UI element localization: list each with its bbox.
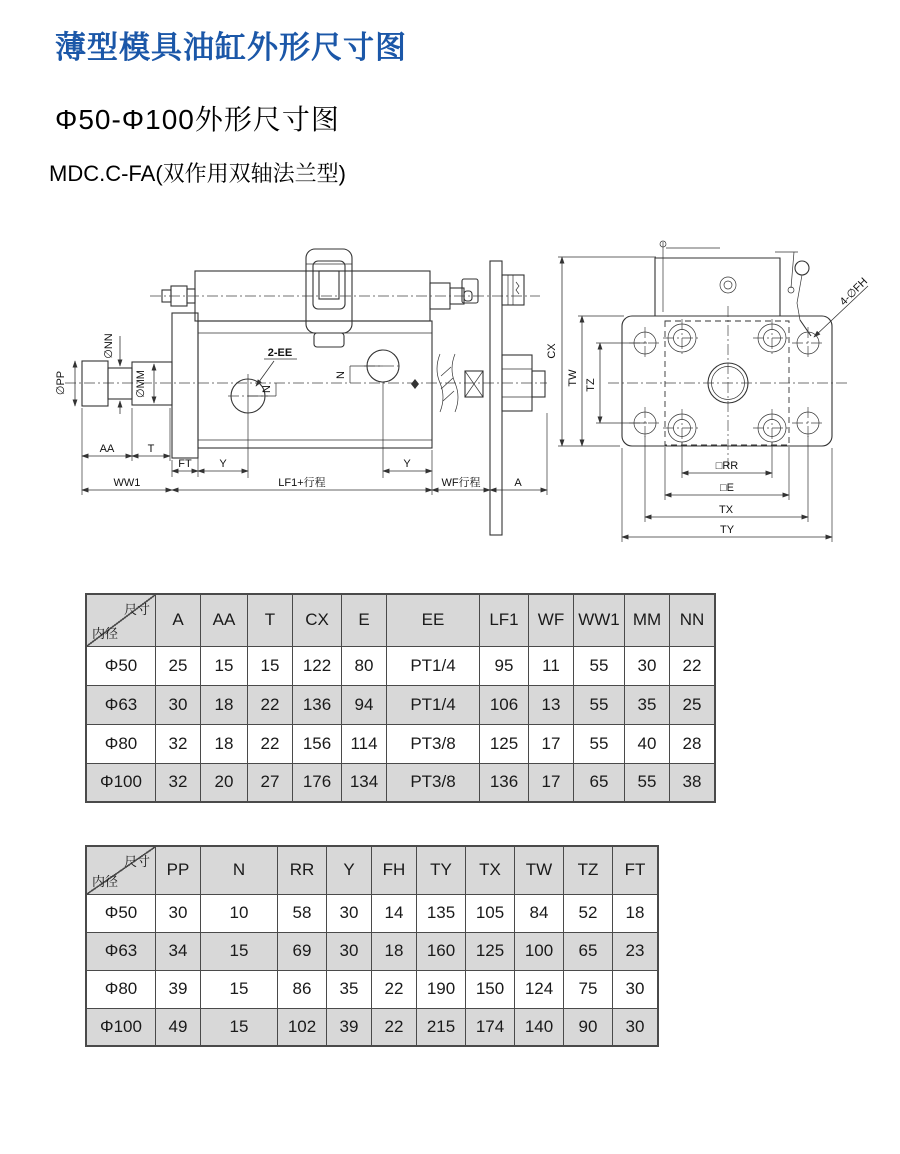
dimension-table-2 [85,845,659,1047]
column-header: CX [293,594,342,646]
column-header: T [248,594,293,646]
column-header: TY [417,846,466,894]
value-cell: 114 [342,724,387,763]
value-cell: 30 [327,932,372,970]
dim-label-rr: □RR [715,460,739,472]
column-header: EE [387,594,480,646]
bore-cell: Φ100 [86,1008,156,1046]
value-cell: 18 [372,932,417,970]
bore-cell: Φ63 [86,685,156,724]
column-header: A [156,594,201,646]
value-cell: 35 [327,970,372,1008]
table-row [86,932,658,970]
value-cell: 17 [529,763,574,802]
value-cell: 69 [278,932,327,970]
value-cell: PT3/8 [387,724,480,763]
value-cell: 122 [293,646,342,685]
dim-label-y2: Y [403,458,411,470]
column-header: RR [278,846,327,894]
value-cell: 106 [480,685,529,724]
value-cell: 190 [417,970,466,1008]
column-header: Y [327,846,372,894]
dim-label-ft: FT [178,458,192,470]
size-range-subtitle: Φ50-Φ100外形尺寸图 [55,104,340,135]
corner-label-size: 尺寸 [123,602,150,617]
value-cell: 10 [201,894,278,932]
value-cell: 174 [466,1008,515,1046]
value-cell: 58 [278,894,327,932]
value-cell: 156 [293,724,342,763]
corner-label-bore: 内径 [92,625,119,641]
value-cell: 25 [156,646,201,685]
value-cell: 15 [248,646,293,685]
value-cell: 134 [342,763,387,802]
dim-label-e: □E [720,482,734,494]
value-cell: 18 [613,894,659,932]
value-cell: 22 [248,685,293,724]
column-header: TX [466,846,515,894]
value-cell: 100 [515,932,564,970]
dim-label-lf1: LF1+行程 [278,477,326,489]
column-header: E [342,594,387,646]
table-row [86,724,715,763]
value-cell: 39 [327,1008,372,1046]
hole-label-fh: 4-∅FH [837,275,871,309]
dim-label-wf: WF行程 [441,477,481,489]
side-view [55,249,547,535]
value-cell: 125 [466,932,515,970]
table-row [86,970,658,1008]
value-cell: PT3/8 [387,763,480,802]
value-cell: 32 [156,724,201,763]
value-cell: 18 [201,685,248,724]
dim-label-aa: AA [99,443,115,455]
value-cell: 150 [466,970,515,1008]
value-cell: 160 [417,932,466,970]
dim-label-n-left: N [261,385,273,393]
value-cell: 140 [515,1008,564,1046]
value-cell: 94 [342,685,387,724]
table-row [86,1008,658,1046]
dim-label-pp: ∅PP [55,370,67,396]
bore-cell: Φ80 [86,970,156,1008]
table-row [86,763,715,802]
technical-drawing-svg [50,228,890,558]
value-cell: 30 [327,894,372,932]
port-label-ee: 2-EE [267,347,293,359]
value-cell: 38 [670,763,716,802]
dim-label-ww1: WW1 [113,477,141,489]
bore-cell: Φ50 [86,894,156,932]
value-cell: 14 [372,894,417,932]
corner-label-bore: 内径 [92,873,119,889]
value-cell: 105 [466,894,515,932]
column-header: TZ [564,846,613,894]
value-cell: PT1/4 [387,685,480,724]
table-row [86,894,658,932]
value-cell: 30 [156,894,201,932]
column-header: LF1 [480,594,529,646]
dim-label-nn: ∅NN [103,333,115,359]
value-cell: 18 [201,724,248,763]
value-cell: 86 [278,970,327,1008]
column-header: NN [670,594,716,646]
dimension-drawings [50,228,890,558]
value-cell: 15 [201,970,278,1008]
value-cell: 75 [564,970,613,1008]
value-cell: 102 [278,1008,327,1046]
table-corner-cell [86,846,156,894]
value-cell: 95 [480,646,529,685]
value-cell: 23 [613,932,659,970]
page-title: 薄型模具油缸外形尺寸图 [55,30,407,65]
bore-cell: Φ80 [86,724,156,763]
value-cell: 176 [293,763,342,802]
value-cell: 55 [625,763,670,802]
value-cell: 55 [574,646,625,685]
value-cell: 20 [201,763,248,802]
bore-cell: Φ63 [86,932,156,970]
value-cell: 136 [293,685,342,724]
column-header: N [201,846,278,894]
value-cell: 34 [156,932,201,970]
column-header: MM [625,594,670,646]
dim-label-ty: TY [719,524,735,536]
column-header: WW1 [574,594,625,646]
value-cell: 30 [625,646,670,685]
value-cell: 27 [248,763,293,802]
corner-label-size: 尺寸 [123,854,150,869]
column-header: AA [201,594,248,646]
value-cell: 52 [564,894,613,932]
value-cell: 30 [156,685,201,724]
value-cell: 11 [529,646,574,685]
value-cell: 80 [342,646,387,685]
value-cell: 22 [372,1008,417,1046]
dim-label-cx: CX [546,343,558,359]
value-cell: 32 [156,763,201,802]
value-cell: 40 [625,724,670,763]
value-cell: 215 [417,1008,466,1046]
dim-label-t: T [147,443,155,455]
value-cell: 25 [670,685,716,724]
value-cell: 15 [201,646,248,685]
value-cell: 55 [574,685,625,724]
value-cell: 13 [529,685,574,724]
value-cell: 15 [201,932,278,970]
table-row [86,685,715,724]
value-cell: 65 [564,932,613,970]
value-cell: 55 [574,724,625,763]
dimension-table-1 [85,593,716,803]
dim-label-n-right: N [335,371,347,379]
value-cell: 49 [156,1008,201,1046]
bore-cell: Φ100 [86,763,156,802]
value-cell: 65 [574,763,625,802]
dim-label-tx: TX [718,504,734,516]
value-cell: 28 [670,724,716,763]
value-cell: 124 [515,970,564,1008]
value-cell: 84 [515,894,564,932]
value-cell: 22 [372,970,417,1008]
value-cell: 22 [248,724,293,763]
dim-label-y1: Y [219,458,227,470]
value-cell: 30 [613,970,659,1008]
dim-label-tw: TW [567,369,579,387]
value-cell: 90 [564,1008,613,1046]
column-header: PP [156,846,201,894]
front-view [546,241,870,542]
dim-label-tz: TZ [585,378,597,392]
column-header: FT [613,846,659,894]
value-cell: 30 [613,1008,659,1046]
value-cell: 135 [417,894,466,932]
table-corner-cell [86,594,156,646]
column-header: WF [529,594,574,646]
value-cell: 35 [625,685,670,724]
dim-label-mm: ∅MM [135,370,147,398]
column-header: FH [372,846,417,894]
value-cell: 39 [156,970,201,1008]
column-header: TW [515,846,564,894]
value-cell: 22 [670,646,716,685]
dim-label-a: A [514,477,522,489]
value-cell: 125 [480,724,529,763]
value-cell: 17 [529,724,574,763]
model-designation: MDC.C-FA(双作用双轴法兰型) [49,161,346,186]
value-cell: 15 [201,1008,278,1046]
table-row [86,646,715,685]
value-cell: 136 [480,763,529,802]
value-cell: PT1/4 [387,646,480,685]
bore-cell: Φ50 [86,646,156,685]
